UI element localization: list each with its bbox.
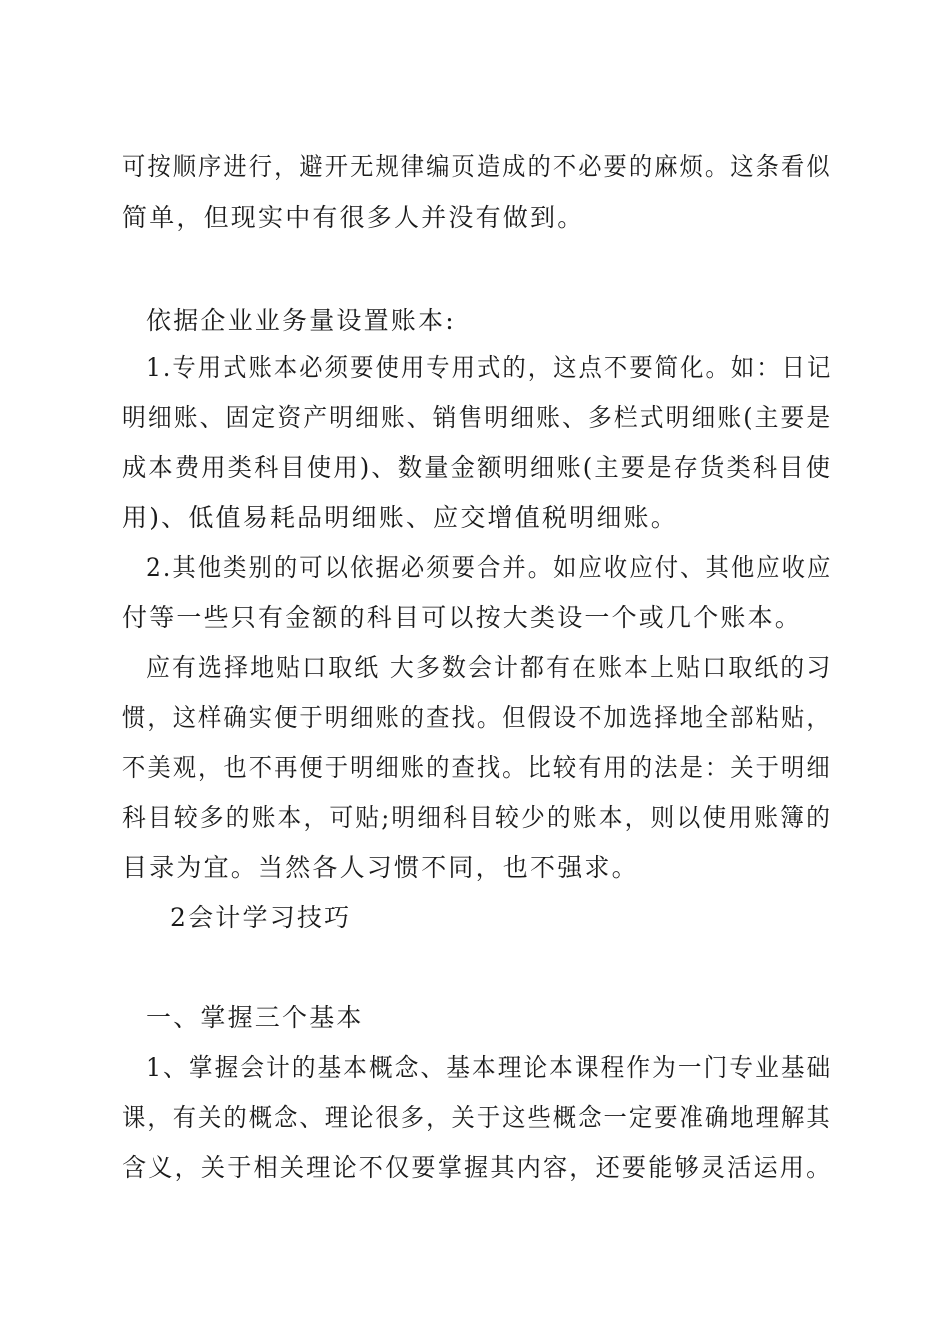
text-line: 课，有关的概念、理论很多，关于这些概念一定要准确地理解其 (122, 1103, 832, 1132)
section-intro: 依据企业业务量设置账本: (146, 306, 456, 335)
text-line: 付等一些只有金额的科目可以按大类设一个或几个账本。 (122, 603, 803, 632)
section-heading: 2会计学习技巧 (170, 903, 352, 932)
paragraph-start: 应有选择地贴口取纸 大多数会计都有在账本上贴口取纸的习 (146, 653, 833, 682)
list-item-1: 1、掌握会计的基本概念、基本理论本课程作为一门专业基础 (146, 1053, 833, 1082)
text-line: 惯，这样确实便于明细账的查找。但假设不加选择地全部粘贴， (122, 703, 832, 732)
text-line: 目录为宜。当然各人习惯不同，也不强求。 (122, 853, 639, 882)
text-line: 简单，但现实中有很多人并没有做到。 (122, 203, 585, 232)
text-line: 科目较多的账本，可贴;明细科目较少的账本，则以使用账簿的 (122, 803, 833, 832)
text-line: 可按顺序进行，避开无规律编页造成的不必要的麻烦。这条看似 (122, 152, 832, 181)
list-item-1: 1.专用式账本必须要使用专用式的，这点不要简化。如：日记 (146, 353, 833, 382)
text-line: 不美观，也不再便于明细账的查找。比较有用的法是：关于明细 (122, 753, 832, 782)
text-line: 用)、低值易耗品明细账、应交增值税明细账。 (122, 503, 678, 532)
text-line: 成本费用类科目使用)、数量金额明细账(主要是存货类科目使 (122, 453, 833, 482)
text-line: 含义，关于相关理论不仅要掌握其内容，还要能够灵活运用。 (122, 1153, 833, 1182)
list-item-2: 2.其他类别的可以依据必须要合并。如应收应付、其他应收应 (146, 553, 833, 582)
subsection-heading: 一、掌握三个基本 (146, 1003, 364, 1032)
text-line: 明细账、固定资产明细账、销售明细账、多栏式明细账(主要是 (122, 403, 833, 432)
